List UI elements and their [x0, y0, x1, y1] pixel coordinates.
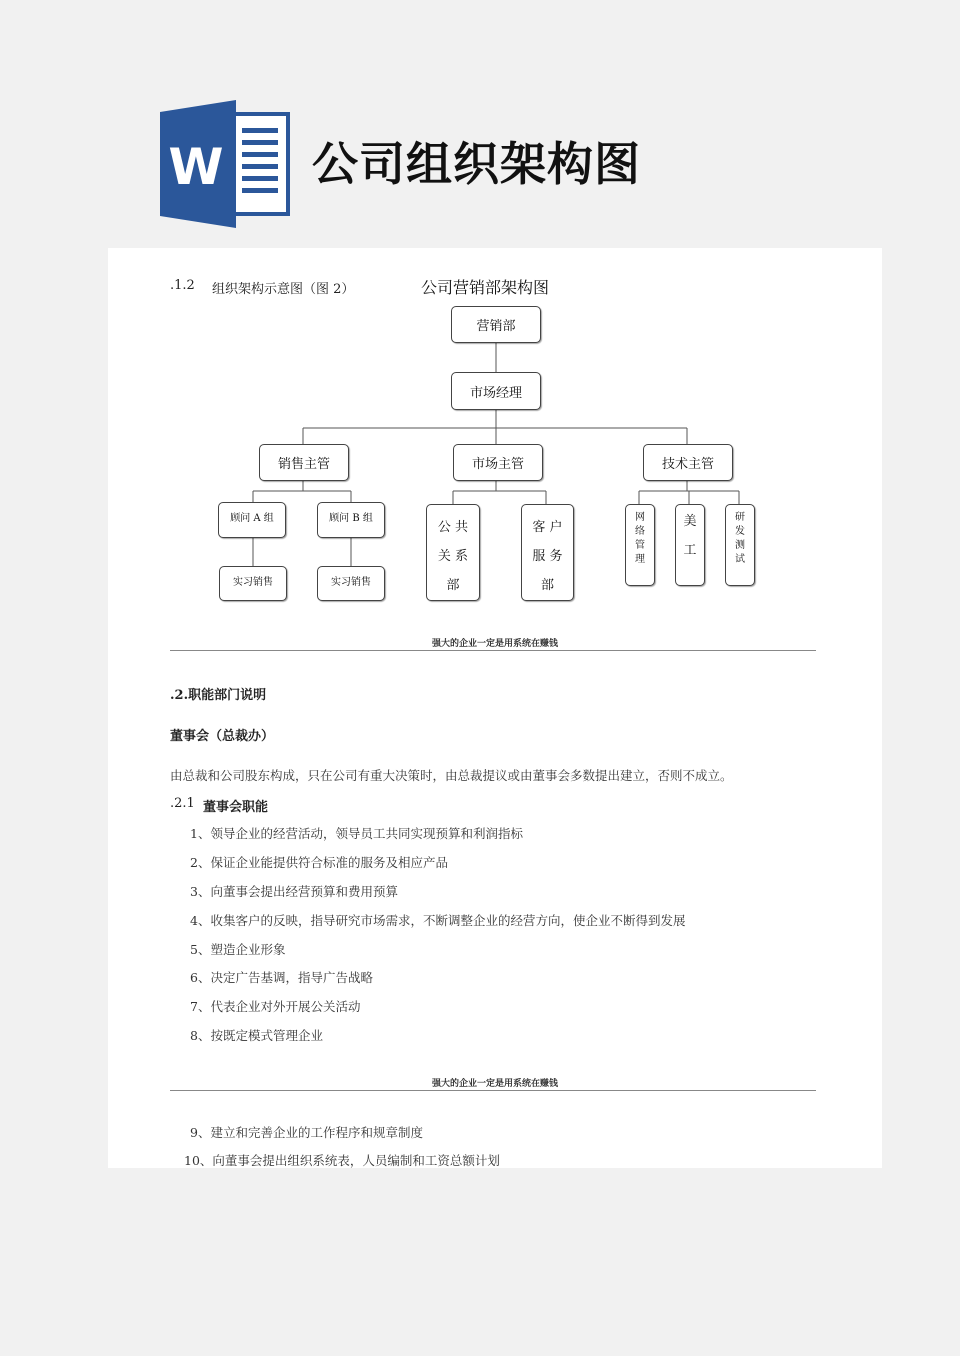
org-node-intern-sales-a: 实习销售 [219, 566, 287, 601]
board-heading: 董事会（总裁办） [170, 729, 275, 744]
footer-rule [170, 650, 816, 651]
page-footer-slogan: 强大的企业一定是用系统在赚钱 [431, 639, 558, 649]
list-item: 9、建立和完善企业的工作程序和规章制度 [190, 1125, 423, 1140]
list-item: 8、按既定模式管理企业 [190, 1028, 323, 1043]
org-node-market-supervisor: 市场主管 [453, 444, 543, 481]
list-item: 3、向董事会提出经营预算和费用预算 [190, 884, 398, 899]
org-chart-title: 公司营销部架构图 [421, 278, 550, 297]
list-item: 6、决定广告基调，指导广告战略 [190, 970, 373, 985]
list-item: 1、领导企业的经营活动，领导员工共同实现预算和利润指标 [190, 826, 523, 841]
page-footer-slogan-2: 强大的企业一定是用系统在赚钱 [431, 1079, 558, 1089]
board-description: 由总裁和公司股东构成，只在公司有重大决策时，由总裁提议或由董事会多数提出建立，否则不成立。 [170, 768, 733, 783]
section-label: 组织架构示意图（图 2） [212, 282, 355, 297]
org-node-network-management: 网 络 管 理 [625, 504, 655, 586]
org-node-public-relations: 公 共 关 系 部 [426, 504, 480, 601]
org-node-intern-sales-b: 实习销售 [317, 566, 385, 601]
list-item: 5、塑造企业形象 [190, 942, 286, 957]
org-node-art-design: 美 工 [675, 504, 705, 586]
list-item: 7、代表企业对外开展公关活动 [190, 999, 361, 1014]
page-title: 公司组织架构图 [312, 137, 641, 191]
word-logo-letter: W [168, 138, 224, 196]
list-item: 10、向董事会提出组织系统表，人员编制和工资总额计划 [184, 1153, 500, 1168]
org-node-sales-supervisor: 销售主管 [259, 444, 349, 481]
section-2-heading: .2.职能部门说明 [170, 688, 267, 703]
footer-rule-2 [170, 1090, 816, 1091]
subsection-title: 董事会职能 [203, 800, 269, 815]
subsection-number: .2.1 [170, 796, 195, 811]
org-node-market-manager: 市场经理 [451, 372, 541, 410]
org-node-tech-supervisor: 技术主管 [643, 444, 733, 481]
word-logo-icon [160, 100, 290, 228]
section-number: .1.2 [170, 278, 195, 293]
org-node-root: 营销部 [451, 306, 541, 343]
org-node-advisor-group-b: 顾问 B 组 [317, 502, 385, 538]
org-node-advisor-group-a: 顾问 A 组 [218, 502, 286, 538]
org-node-customer-service: 客 户 服 务 部 [521, 504, 574, 601]
document-page [108, 248, 882, 1168]
org-node-rd-testing: 研 发 测 试 [725, 504, 755, 586]
list-item: 2、保证企业能提供符合标准的服务及相应产品 [190, 855, 448, 870]
list-item: 4、收集客户的反映，指导研究市场需求，不断调整企业的经营方向，使企业不断得到发展 [190, 913, 686, 928]
